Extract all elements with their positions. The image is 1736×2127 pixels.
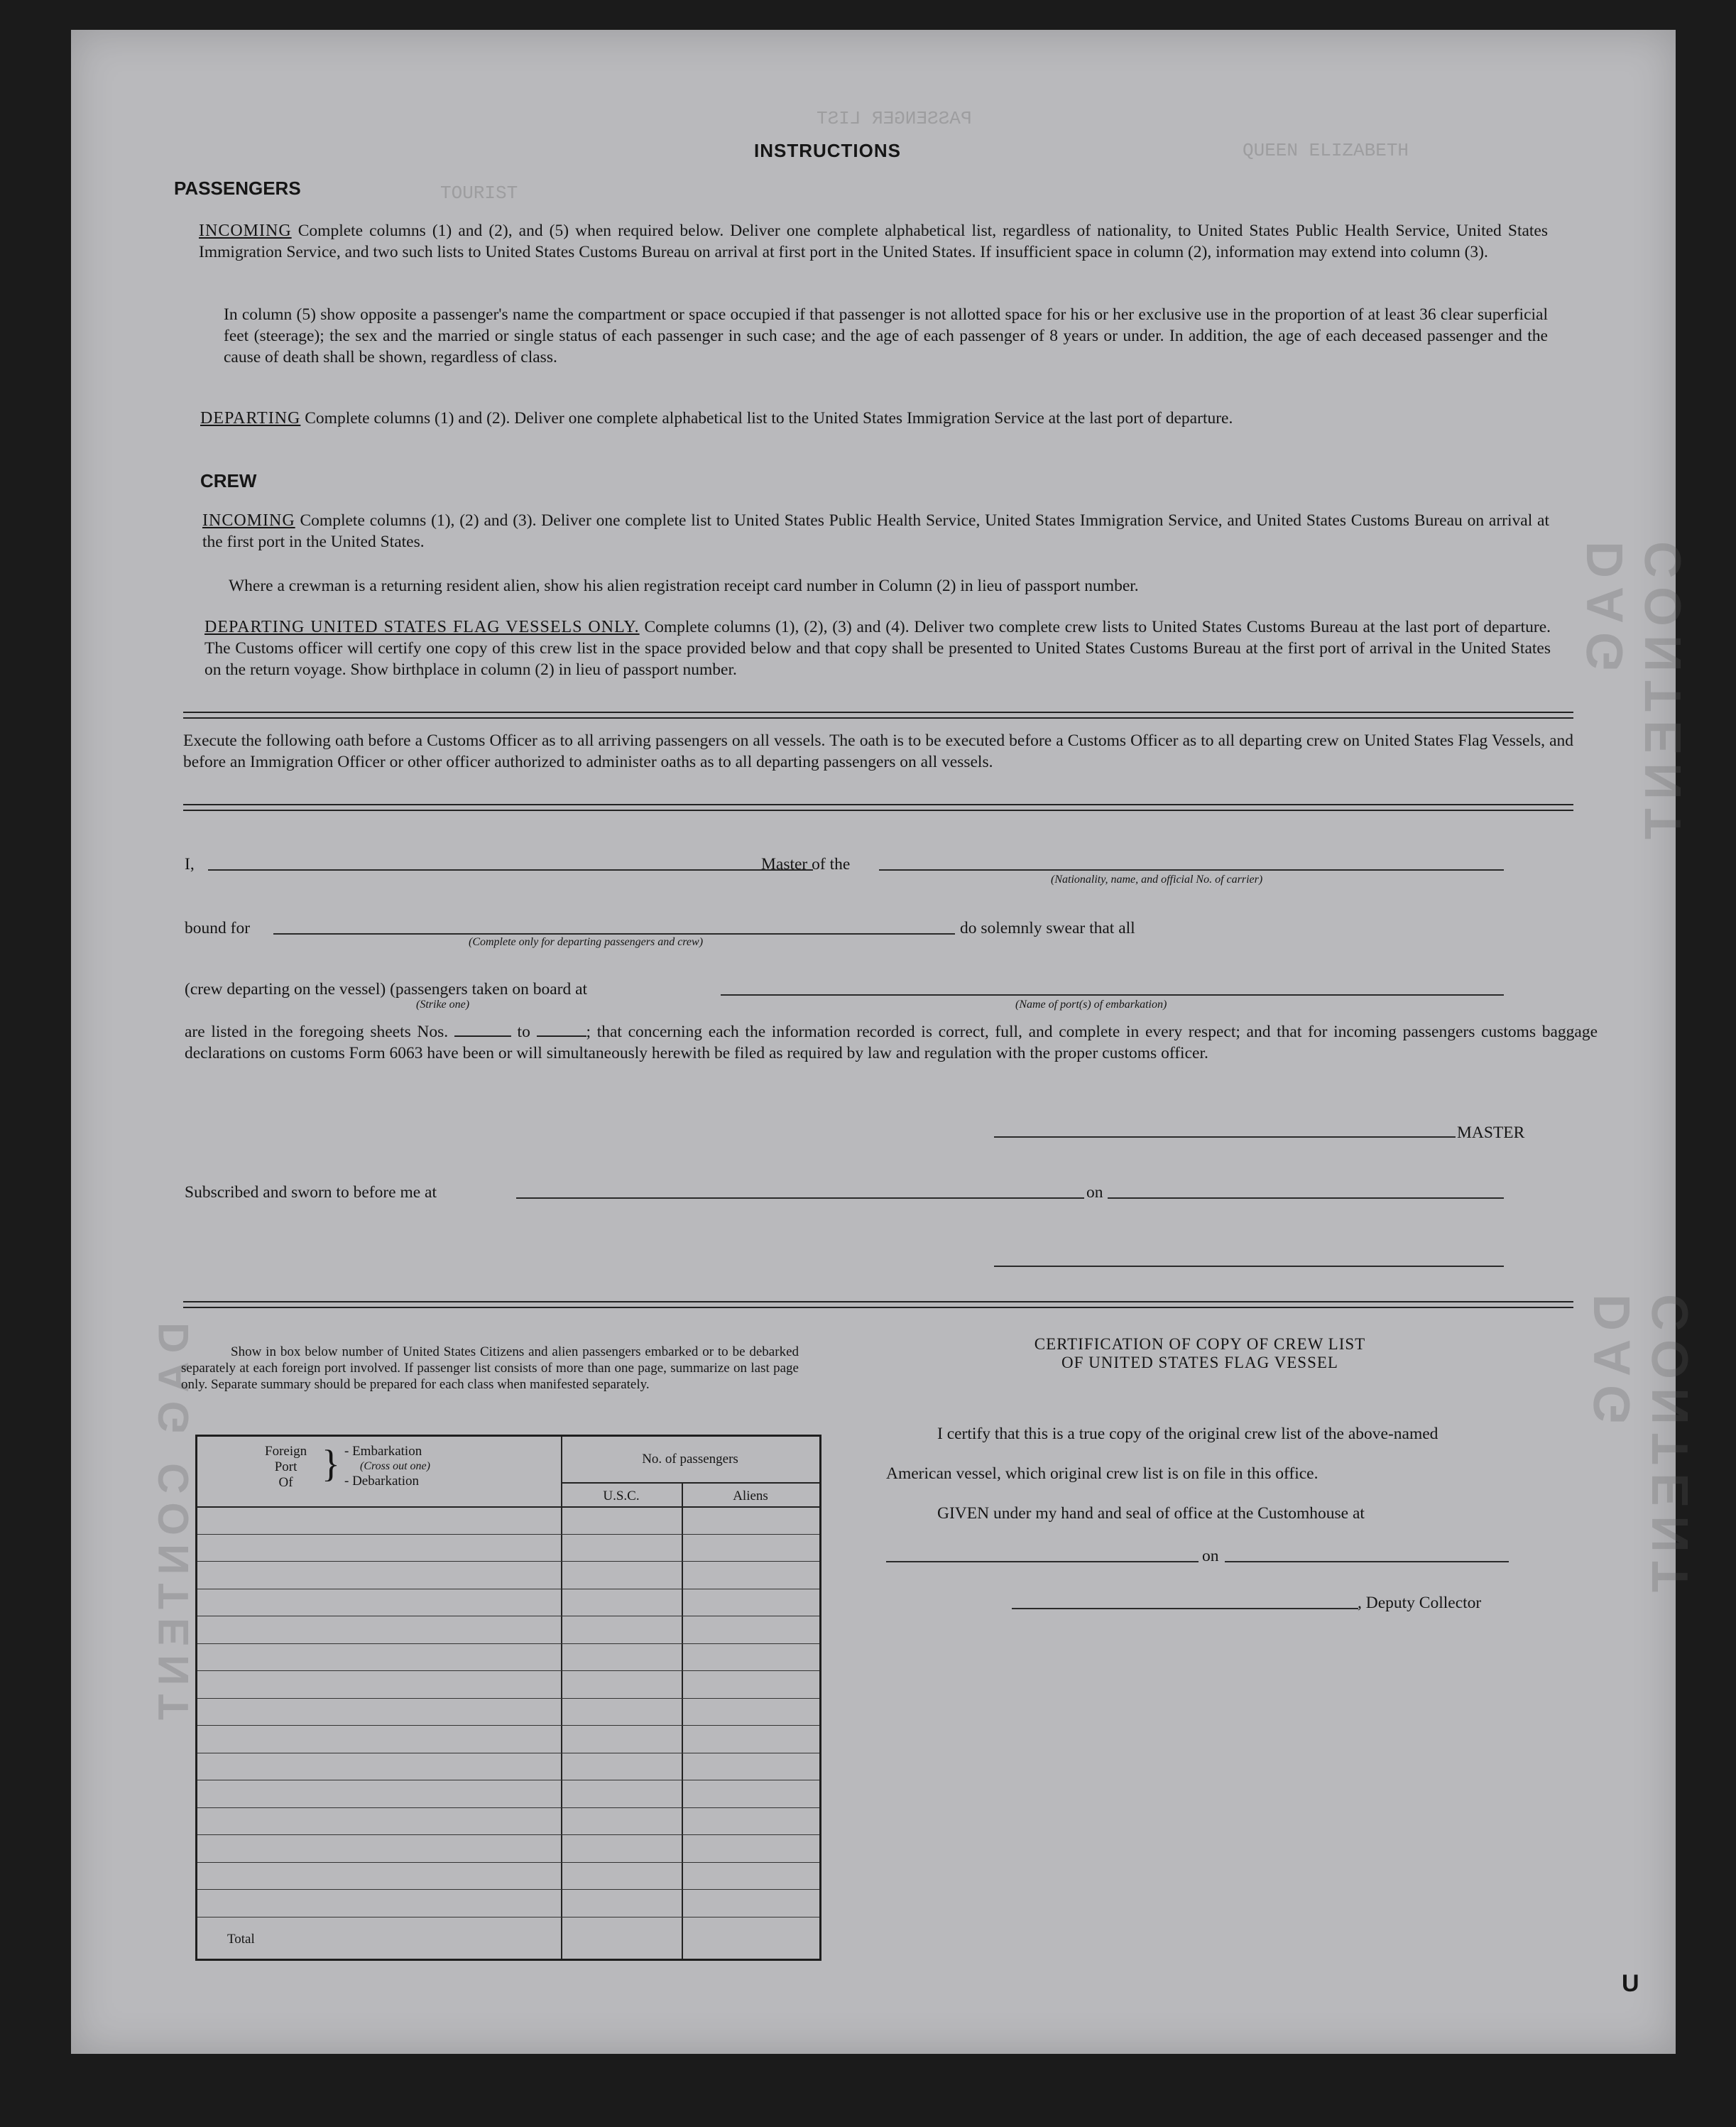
- no-passengers-label: No. of passengers: [642, 1452, 738, 1467]
- bleed-through-text: TOURIST: [440, 183, 518, 204]
- embarkation-label[interactable]: - Embarkation: [344, 1444, 422, 1459]
- foreign-port-label: [265, 1444, 307, 1491]
- aliens-label: Aliens: [733, 1489, 768, 1503]
- officer-signature-field[interactable]: [994, 1266, 1504, 1267]
- divider: [183, 1301, 1573, 1308]
- certification-heading-line: CERTIFICATION OF COPY OF CREW LIST: [1034, 1335, 1366, 1353]
- passengers-heading: PASSENGERS: [174, 178, 301, 199]
- crew-departing-strike: (crew departing on the vessel) (passengers taken on board at: [185, 980, 588, 999]
- passengers-incoming-label: INCOMING: [199, 222, 292, 240]
- master-signature-field[interactable]: [994, 1136, 1456, 1138]
- certification-on-label: on: [1202, 1547, 1219, 1565]
- embark-debark-label: [344, 1444, 430, 1489]
- subscribed-place-field[interactable]: [516, 1197, 1084, 1199]
- summary-instructions: Show in box below number of United States Citizens and alien passengers embarked or to be debarked separately at each foreign port involved. If passenger list consists of more than one page, summarize on last page only. Separate summary should be prepared for each class when manifested separately.: [181, 1344, 799, 1392]
- subscribed-date-field[interactable]: [1108, 1197, 1504, 1199]
- bleed-through-stamp: DAG CONTENT: [1577, 541, 1692, 848]
- box-divider: [561, 1482, 819, 1484]
- certification-heading: [1001, 1335, 1399, 1372]
- divider: [183, 712, 1573, 719]
- summary-row-line: [197, 1725, 819, 1726]
- of-label: Of: [278, 1475, 293, 1490]
- summary-row-line: [197, 1643, 819, 1644]
- sheet-to-field[interactable]: [537, 1035, 586, 1037]
- page-title: INSTRUCTIONS: [754, 140, 901, 161]
- deputy-collector-field[interactable]: [1012, 1608, 1358, 1609]
- port-label: Port: [274, 1459, 297, 1474]
- crew-departing: [204, 616, 1551, 680]
- passenger-summary-box: [195, 1435, 821, 1961]
- cross-out-note: (Cross out one): [360, 1460, 430, 1472]
- bleed-through-stamp: DAG CONTENT: [150, 1322, 197, 1729]
- sheet-from-field[interactable]: [454, 1035, 511, 1037]
- crew-incoming: [202, 510, 1549, 553]
- divider: [183, 804, 1573, 811]
- passengers-departing: [200, 408, 1548, 429]
- summary-row-line: [197, 1834, 819, 1835]
- summary-row-line: [197, 1670, 819, 1671]
- summary-row-line: [197, 1862, 819, 1863]
- passengers-incoming: [199, 220, 1548, 263]
- bleed-through-stamp: DAG CONTENT: [1584, 1294, 1699, 1601]
- bound-for-field[interactable]: [273, 933, 955, 935]
- total-label: Total: [227, 1932, 255, 1947]
- master-name-field[interactable]: [208, 869, 813, 871]
- summary-row-line: [197, 1534, 819, 1535]
- crew-incoming-label: INCOMING: [202, 511, 295, 530]
- brace-icon: }: [322, 1442, 340, 1485]
- bound-for-note: (Complete only for departing passengers and crew): [469, 936, 704, 948]
- crew-resident-text: Where a crewman is a returning resident alien, show his alien registration receipt card number in Column (2) in lieu of passport number.: [229, 577, 1139, 595]
- crew-incoming-text: Complete columns (1), (2) and (3). Deliver one complete list to United States Public Health Service, United States Immigration Service, and United States Customs Bureau on arrival at the first port in the United States.: [202, 511, 1549, 551]
- bound-for-label: bound for: [185, 919, 251, 937]
- certification-date-field[interactable]: [1225, 1561, 1509, 1562]
- port-embarkation-field[interactable]: [721, 994, 1504, 996]
- crew-heading: CREW: [200, 470, 257, 491]
- master-of-label: Master of the: [761, 855, 851, 874]
- subscribed-label: Subscribed and sworn to before me at: [185, 1183, 437, 1202]
- master-label: MASTER: [1457, 1124, 1525, 1142]
- subscribed-on-label: on: [1086, 1183, 1103, 1202]
- box-divider: [197, 1506, 819, 1508]
- passengers-column5-text: In column (5) show opposite a passenger's name the compartment or space occupied if that passenger is not allotted space for his or her exclusive use in the proportion of at least 36 clear superficial feet (steerage); the sex and the married or single status of each passenger in such case; and the age of each passenger of 8 years or under. In addition, the age of each deceased passenger and the cause of death shall be shown, regardless of class.: [224, 305, 1548, 366]
- summary-row-line: [197, 1561, 819, 1562]
- bleed-through-text: PASSENGER LIST: [817, 108, 972, 129]
- certification-heading-line: OF UNITED STATES FLAG VESSEL: [1061, 1354, 1338, 1371]
- given-line: GIVEN under my hand and seal of office at the Customhouse at: [937, 1504, 1365, 1523]
- passengers-departing-text: Complete columns (1) and (2). Deliver one complete alphabetical list to the United States Immigration Service at the last port of departure.: [305, 409, 1233, 428]
- passengers-incoming-text: Complete columns (1) and (2), and (5) when required below. Deliver one complete alphabetical list, regardless of nationality, to United States Public Health Service, United States Immigration Service, and two such lists to United States Customs Bureau on arrival at first port in the United States. If insufficient space in column (2), information may extend into column (3).: [199, 222, 1549, 261]
- bleed-through-text: QUEEN ELIZABETH: [1243, 140, 1409, 161]
- document-page: [71, 30, 1699, 2054]
- crew-departing-label: DEPARTING UNITED STATES FLAG VESSELS ONLY.: [204, 618, 640, 636]
- crew-departing-text: Complete columns (1), (2), (3) and (4). Deliver two complete crew lists to United States Customs Bureau at the last port of departure. The Customs officer will certify one copy of this crew list in the space provided below and that copy shall be presented to United States Customs Bureau at the first port of arrival in the United States on the return voyage. Show birthplace in column (2) in lieu of passport number.: [204, 618, 1551, 679]
- box-divider: [682, 1482, 683, 1959]
- summary-row-line: [197, 1698, 819, 1699]
- customhouse-field[interactable]: [886, 1561, 1199, 1562]
- oath-intro: Execute the following oath before a Customs Officer as to all arriving passengers on all vessels. The oath is to be executed before a Customs Officer as to all departing crew on United States Flag Vessels, and before an Immigration Officer or other officer authorized to administer oaths as to all departing passengers on all vessels.: [183, 731, 1573, 771]
- certify-line-2: American vessel, which original crew list is on file in this office.: [886, 1464, 1319, 1483]
- sheets-label: are listed in the foregoing sheets Nos.: [185, 1023, 449, 1041]
- swear-text: do solemnly swear that all: [960, 919, 1135, 937]
- carrier-note: (Nationality, name, and official No. of carrier): [1051, 874, 1263, 886]
- passengers-departing-label: DEPARTING: [200, 409, 301, 428]
- ports-note: (Name of port(s) of embarkation): [1015, 999, 1167, 1011]
- sheets-statement: ; that concerning each the information recorded is correct, full, and complete in every respect; and that for incoming passengers customs baggage declarations on customs Form 6063 have been or will simultaneously herewith be filed as required by law and regulation with the proper customs officer.: [185, 1023, 1598, 1062]
- sheets-text: [185, 1021, 1598, 1064]
- summary-row-line: [197, 1807, 819, 1808]
- strike-one-note: (Strike one): [416, 999, 470, 1011]
- debarkation-label[interactable]: - Debarkation: [344, 1474, 419, 1489]
- sheets-to-label: to: [517, 1023, 530, 1041]
- corner-mark: U: [1622, 1970, 1639, 1997]
- deputy-collector-label: , Deputy Collector: [1358, 1594, 1482, 1612]
- certify-line-1: I certify that this is a true copy of the original crew list of the above-named: [937, 1425, 1439, 1443]
- foreign-label: Foreign: [265, 1444, 307, 1459]
- oath-i-label: I,: [185, 855, 195, 874]
- carrier-field[interactable]: [879, 869, 1504, 871]
- usc-label: U.S.C.: [603, 1489, 640, 1503]
- summary-row-line: [197, 1889, 819, 1890]
